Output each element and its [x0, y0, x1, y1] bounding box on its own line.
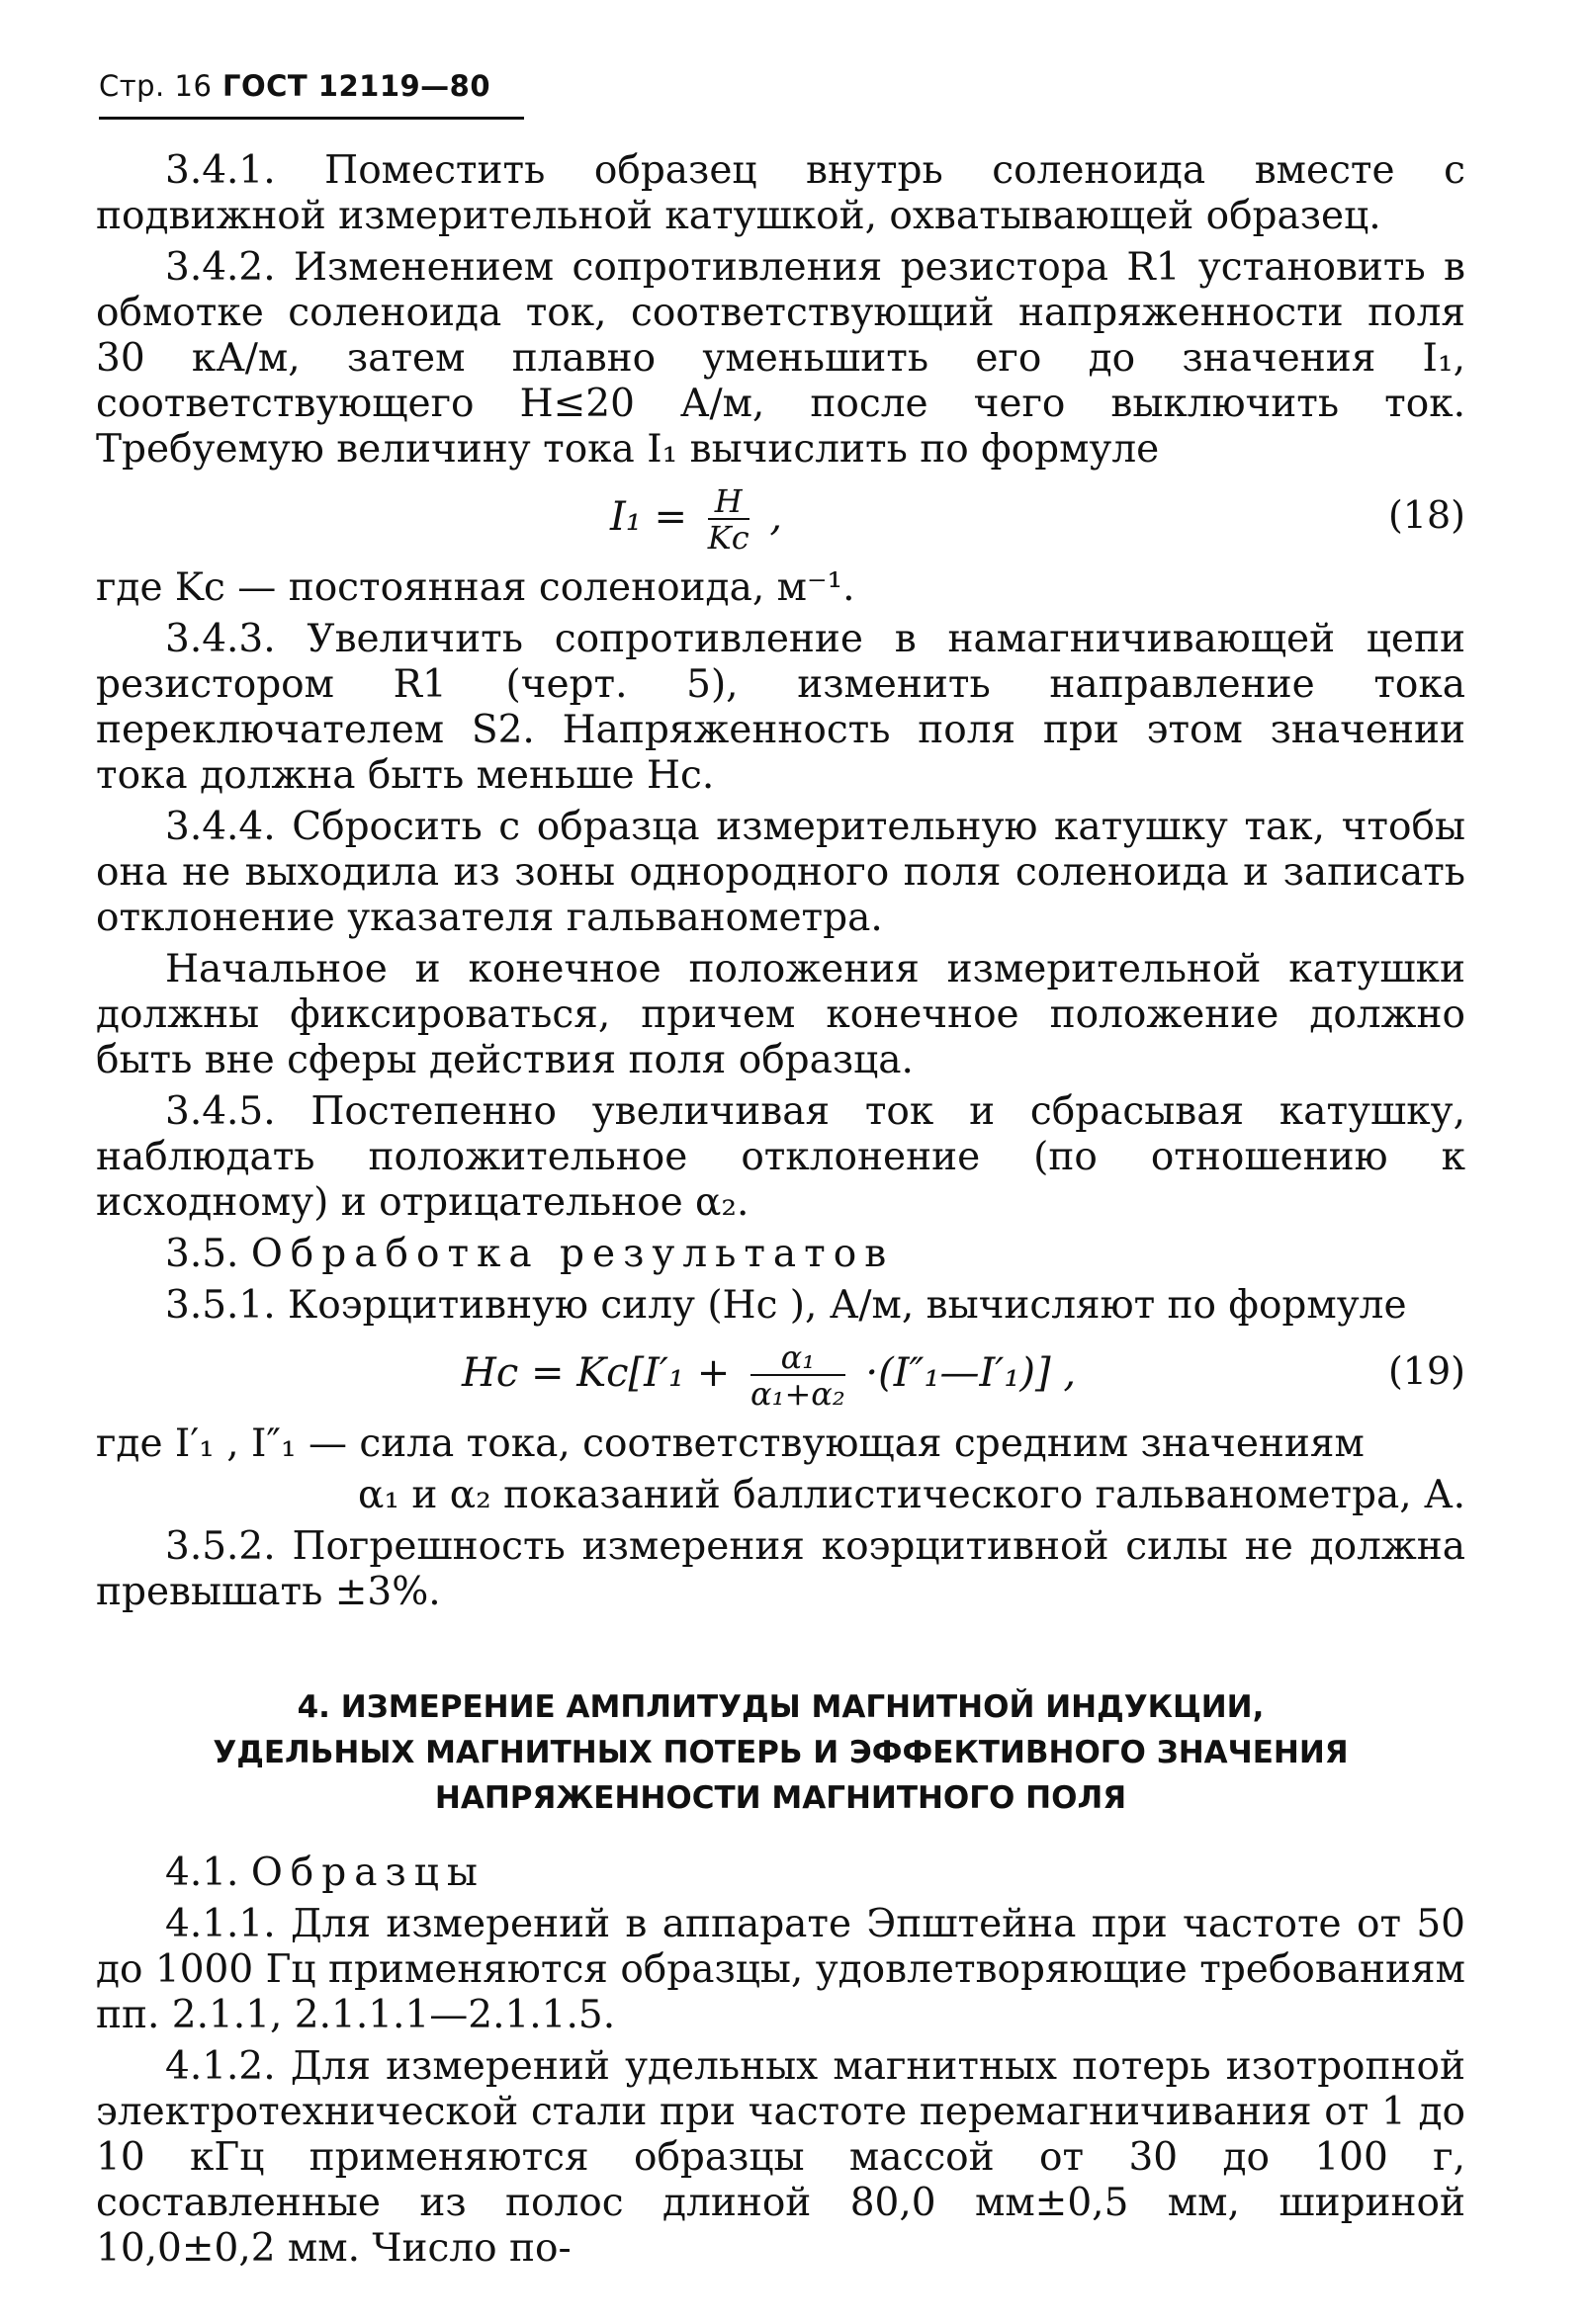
standard-code: ГОСТ 12119—80 — [222, 69, 491, 103]
header-rule — [99, 117, 524, 120]
heading-line-3: НАПРЯЖЕННОСТИ МАГНИТНОГО ПОЛЯ — [434, 1780, 1127, 1816]
section-4-1-title — [96, 1851, 1465, 1896]
formula-19-tail: ·(I″₁—I′₁)] , — [865, 1350, 1077, 1396]
paragraph-3-4-4: 3.4.4. Сбросить с образца измерительную катушку так, чтобы она не выходила из зоны однородного поля соленоида и записать отклонение указателя гальванометра. — [96, 805, 1465, 940]
heading-line-2: УДЕЛЬНЫХ МАГНИТНЫХ ПОТЕРЬ И ЭФФЕКТИВНОГО ЗНАЧЕНИЯ — [213, 1735, 1349, 1770]
where-18: где Kc — постоянная соленоида, м⁻¹. — [96, 565, 855, 610]
page-label: Стр. 16 — [99, 69, 213, 103]
section-4-1-number: 4.1. — [165, 1851, 239, 1895]
formula-18-number: (18) — [1387, 493, 1465, 537]
formula-18-lhs: I₁ = — [610, 494, 688, 540]
paragraph-4-1-1: 4.1.1. Для измерений в аппарате Эпштейна при частоте от 50 до 1000 Гц применяются образцы, удовлетворяющие требованиям пп. 2.1.1, 2.1.1.1—2.1.1.5. — [96, 1902, 1465, 2037]
paragraph-3-4-4-b: Начальное и конечное положения измерительной катушки должны фиксироваться, причем конечное положение должно быть вне сферы действия поля образца. — [96, 947, 1465, 1082]
formula-18-numerator: H — [708, 484, 750, 520]
formula-19-lhs: Hc = Kc[I′₁ + — [462, 1350, 731, 1396]
formula-18 — [96, 478, 1465, 559]
where-19-line-2: α₁ и α₂ показаний баллистического гальванометра, А. — [358, 1473, 1465, 1517]
section-4-heading — [96, 1684, 1465, 1821]
section-3-5-title — [96, 1232, 1465, 1277]
paragraph-3-5-1: 3.5.1. Коэрцитивную силу (Hc ), А/м, вычисляют по формуле — [165, 1283, 1407, 1328]
formula-19-numerator: α₁ — [750, 1340, 845, 1376]
formula-19-denominator: α₁+α₂ — [750, 1375, 845, 1413]
section-3-5-number: 3.5. — [165, 1232, 239, 1276]
formula-18-denominator: Kc — [707, 519, 750, 557]
paragraph-4-1-2: 4.1.2. Для измерений удельных магнитных потерь изотропной электротехнической стали при частоте перемагничивания от 1 до 10 кГц применяются образцы массой от 30 до 100 г, составленные из полос длиной 80,0 мм±0,5 мм, шириной 10,0±0,2 мм. Число по- — [96, 2044, 1465, 2271]
paragraph-3-4-5: 3.4.5. Постепенно увеличивая ток и сбрасывая катушку, наблюдать положительное отклонение (по отношению к исходному) и отрицательное α₂. — [96, 1089, 1465, 1225]
formula-19-number: (19) — [1387, 1349, 1465, 1393]
formula-19 — [96, 1334, 1465, 1416]
formula-18-tail: , — [769, 494, 783, 540]
section-3-5-name: Обработка результатов — [250, 1232, 895, 1276]
section-4-1-name: Образцы — [250, 1851, 485, 1895]
where-19-line-1: где I′₁ , I″₁ — сила тока, соответствующая средним значениям — [96, 1421, 1365, 1466]
paragraph-3-4-2: 3.4.2. Изменением сопротивления резистора R1 установить в обмотке соленоида ток, соответствующий напряженности поля 30 кА/м, затем плавно уменьшить его до значения I₁, соответствующего H≤20 А/м, после чего выключить ток. Требуемую величину тока I₁ вычислить по формуле — [96, 245, 1465, 472]
paragraph-3-4-3: 3.4.3. Увеличить сопротивление в намагничивающей цепи резистором R1 (черт. 5), изменить направление тока переключателем S2. Напряженность поля при этом значении тока должна быть меньше Hc. — [96, 617, 1465, 798]
paragraph-3-5-2: 3.5.2. Погрешность измерения коэрцитивной силы не должна превышать ±3%. — [96, 1524, 1465, 1614]
document-body — [96, 148, 1465, 2278]
page-header — [99, 69, 490, 103]
heading-line-1: 4. ИЗМЕРЕНИЕ АМПЛИТУДЫ МАГНИТНОЙ ИНДУКЦИИ, — [297, 1689, 1265, 1725]
paragraph-3-4-1: 3.4.1. Поместить образец внутрь соленоида вместе с подвижной измерительной катушкой, охватывающей образец. — [96, 148, 1465, 238]
